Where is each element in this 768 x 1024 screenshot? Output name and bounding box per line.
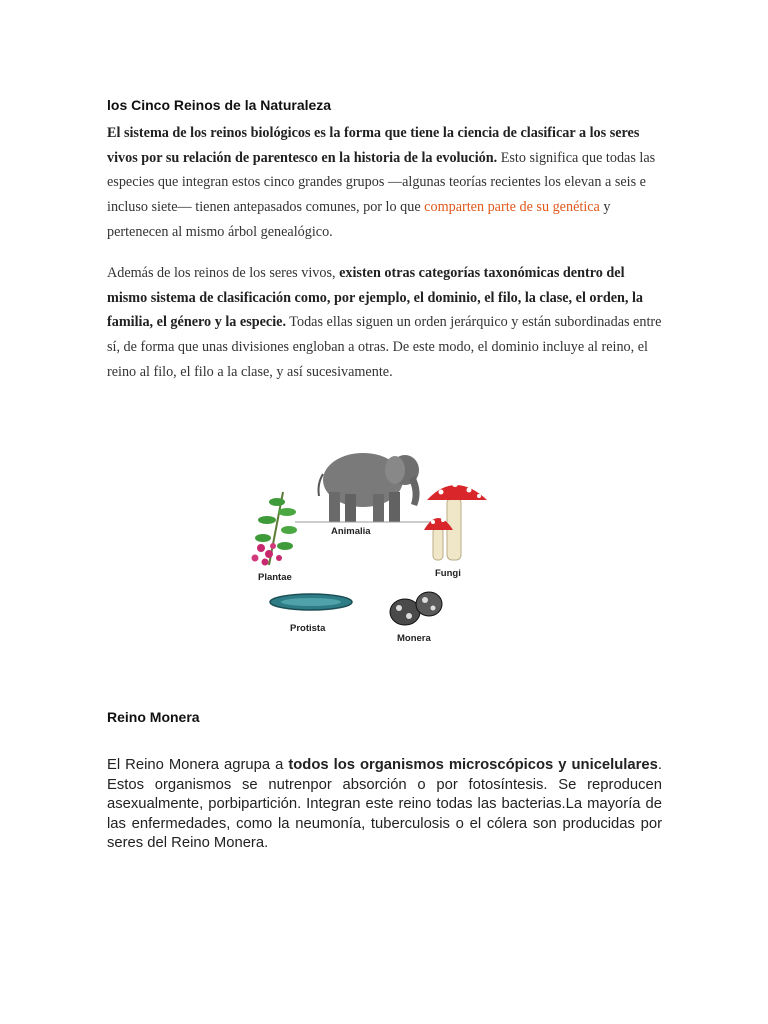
bacteria-image [390,592,442,625]
protista-label: Protista [290,623,326,634]
protist-image [270,594,352,610]
monera-paragraph [107,756,662,854]
taxonomy-bold-text: existen otras categorías taxonómicas dentro del mismo sistema de clasificación como, por ejemplo, el dominio, el filo, la clase, el orden, la familia, el género y la especie. [107,265,644,331]
taxonomy-text-end: Todas ellas siguen un orden jerárquico y están subordinadas entre sí, de forma que unas divisiones engloban a otras. De este modo, el dominio incluye al reino, el reino al filo, el filo a la clase, y así sucesivamente. [107,314,662,380]
genetics-link[interactable]: comparten parte de su genética [424,199,600,216]
monera-label: Monera [397,633,431,644]
five-kingdoms-illustration [225,440,515,655]
plant-image [252,492,298,566]
intro-paragraph [107,121,662,245]
taxonomy-text-start: Además de los reinos de los seres vivos, [107,265,340,281]
page-title: los Cinco Reinos de la Naturaleza [107,97,332,113]
plantae-label: Plantae [258,572,292,583]
elephant-image [295,453,435,522]
intro-bold-text: El sistema de los reinos biológicos es la forma que tiene la ciencia de clasificar a los seres vivos por su relación de parentesco en la historia de la evolución. [107,125,640,166]
monera-bold-text: todos los organismos microscópicos y unicelulares [288,757,658,773]
monera-text-end: . Estos organismos se nutrenpor absorción o por fotosíntesis. Se reproducen asexualmente, porbipartición. Integran este reino todas las bacterias.La mayoría de las enfermedades, como la neumonía, tuberculosis o el cólera son producidas por seres del Reino Monera. [107,757,662,851]
mushroom-image [424,481,487,560]
taxonomy-paragraph [107,261,662,385]
fungi-label: Fungi [435,568,461,579]
section-heading-monera: Reino Monera [107,709,200,725]
monera-text-start: El Reino Monera agrupa a [107,757,289,773]
intro-text-end: y pertenecen al mismo árbol genealógico. [107,199,611,240]
intro-text: Esto significa que todas las especies que integran estos cinco grandes grupos —algunas teorías recientes los elevan a seis e incluso siete— tienen antepasados comunes, por lo que [107,149,656,216]
animalia-label: Animalia [331,526,371,537]
